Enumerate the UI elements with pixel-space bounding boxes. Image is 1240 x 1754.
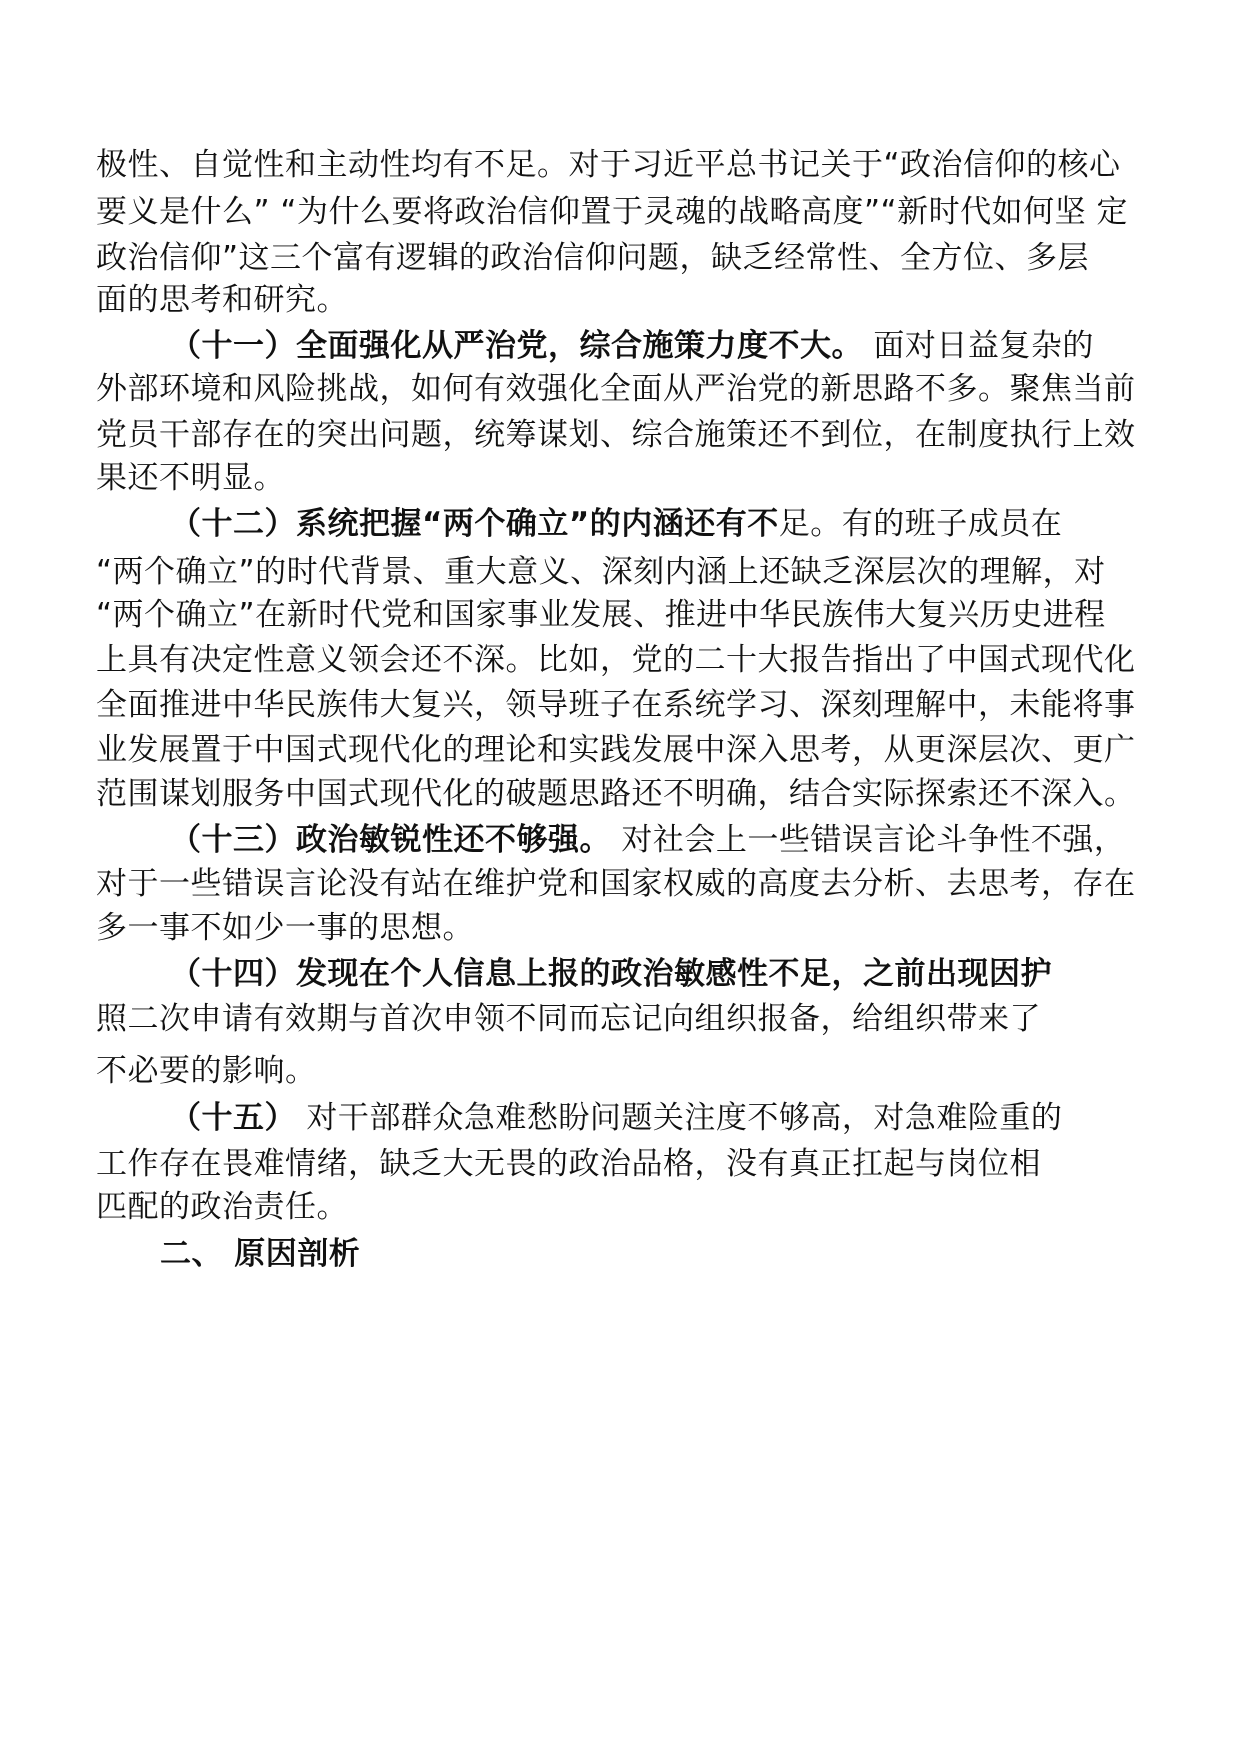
section-11-line: （十一）全面强化从严治党，综合施策力度不大。 面对日益复杂的 bbox=[170, 328, 1094, 364]
paragraph-line: 面的思考和研究。 bbox=[96, 282, 348, 318]
paragraph-line: 要义是什么” “为什么要将政治信仰置于灵魂的战略高度”“新时代如何坚 定 bbox=[96, 194, 1128, 230]
section-2-heading: 二、 原因剖析 bbox=[160, 1236, 361, 1272]
paragraph-line: 上具有决定性意义领会还不深。比如，党的二十大报告指出了中国式现代化 bbox=[96, 642, 1136, 678]
paragraph-line: 党员干部存在的突出问题，统筹谋划、综合施策还不到位，在制度执行上效 bbox=[96, 417, 1136, 453]
paragraph-line: 极性、自觉性和主动性均有不足。对于习近平总书记关于“政治信仰的核心 bbox=[96, 147, 1121, 183]
paragraph-line: 外部环境和风险挑战，如何有效强化全面从严治党的新思路不多。聚焦当前 bbox=[96, 371, 1136, 407]
paragraph-line: 工作存在畏难情绪，缺乏大无畏的政治品格，没有真正扛起与岗位相 bbox=[96, 1146, 1041, 1182]
paragraph-line: 业发展置于中国式现代化的理论和实践发展中深入思考，从更深层次、更广 bbox=[96, 732, 1136, 768]
section-13-line: （十三）政治敏锐性还不够强。 对社会上一些错误言论斗争性不强， bbox=[170, 822, 1126, 858]
paragraph-line: 果还不明显。 bbox=[96, 460, 285, 496]
section-12-line: （十二）系统把握“两个确立”的内涵还有不足。有的班子成员在 bbox=[170, 506, 1063, 542]
paragraph-line: 范围谋划服务中国式现代化的破题思路还不明确，结合实际探索还不深入。 bbox=[96, 776, 1136, 812]
section-15-heading: （十五） bbox=[170, 1100, 296, 1136]
section-15-line: （十五） 对干部群众急难愁盼问题关注度不够高，对急难险重的 bbox=[170, 1100, 1063, 1136]
paragraph-line: “两个确立”在新时代党和国家事业发展、推进中华民族伟大复兴历史进程 bbox=[96, 597, 1106, 633]
paragraph-line: 匹配的政治责任。 bbox=[96, 1189, 348, 1225]
section-13-heading: （十三）政治敏锐性还不够强。 bbox=[170, 822, 611, 858]
paragraph-line: 照二次申请有效期与首次申领不同而忘记向组织报备，给组织带来了 bbox=[96, 1001, 1041, 1037]
paragraph-line: 全面推进中华民族伟大复兴，领导班子在系统学习、深刻理解中，未能将事 bbox=[96, 687, 1136, 723]
section-11-heading: （十一）全面强化从严治党，综合施策力度不大。 bbox=[170, 328, 863, 364]
paragraph-line: 对于一些错误言论没有站在维护党和国家权威的高度去分析、去思考，存在 bbox=[96, 866, 1136, 902]
section-14-heading: （十四）发现在个人信息上报的政治敏感性不足，之前出现因护 bbox=[170, 956, 1052, 992]
paragraph-line: “两个确立”的时代背景、重大意义、深刻内涵上还缺乏深层次的理解，对 bbox=[96, 554, 1106, 590]
paragraph-line: 政治信仰”这三个富有逻辑的政治信仰问题，缺乏经常性、全方位、多层 bbox=[96, 240, 1090, 276]
paragraph-line: 不必要的影响。 bbox=[96, 1053, 317, 1089]
section-14-line bbox=[170, 952, 1052, 996]
paragraph-line: 多一事不如少一事的思想。 bbox=[96, 910, 474, 946]
section-12-heading: （十二）系统把握“两个确立”的内涵还有不 bbox=[170, 506, 779, 542]
